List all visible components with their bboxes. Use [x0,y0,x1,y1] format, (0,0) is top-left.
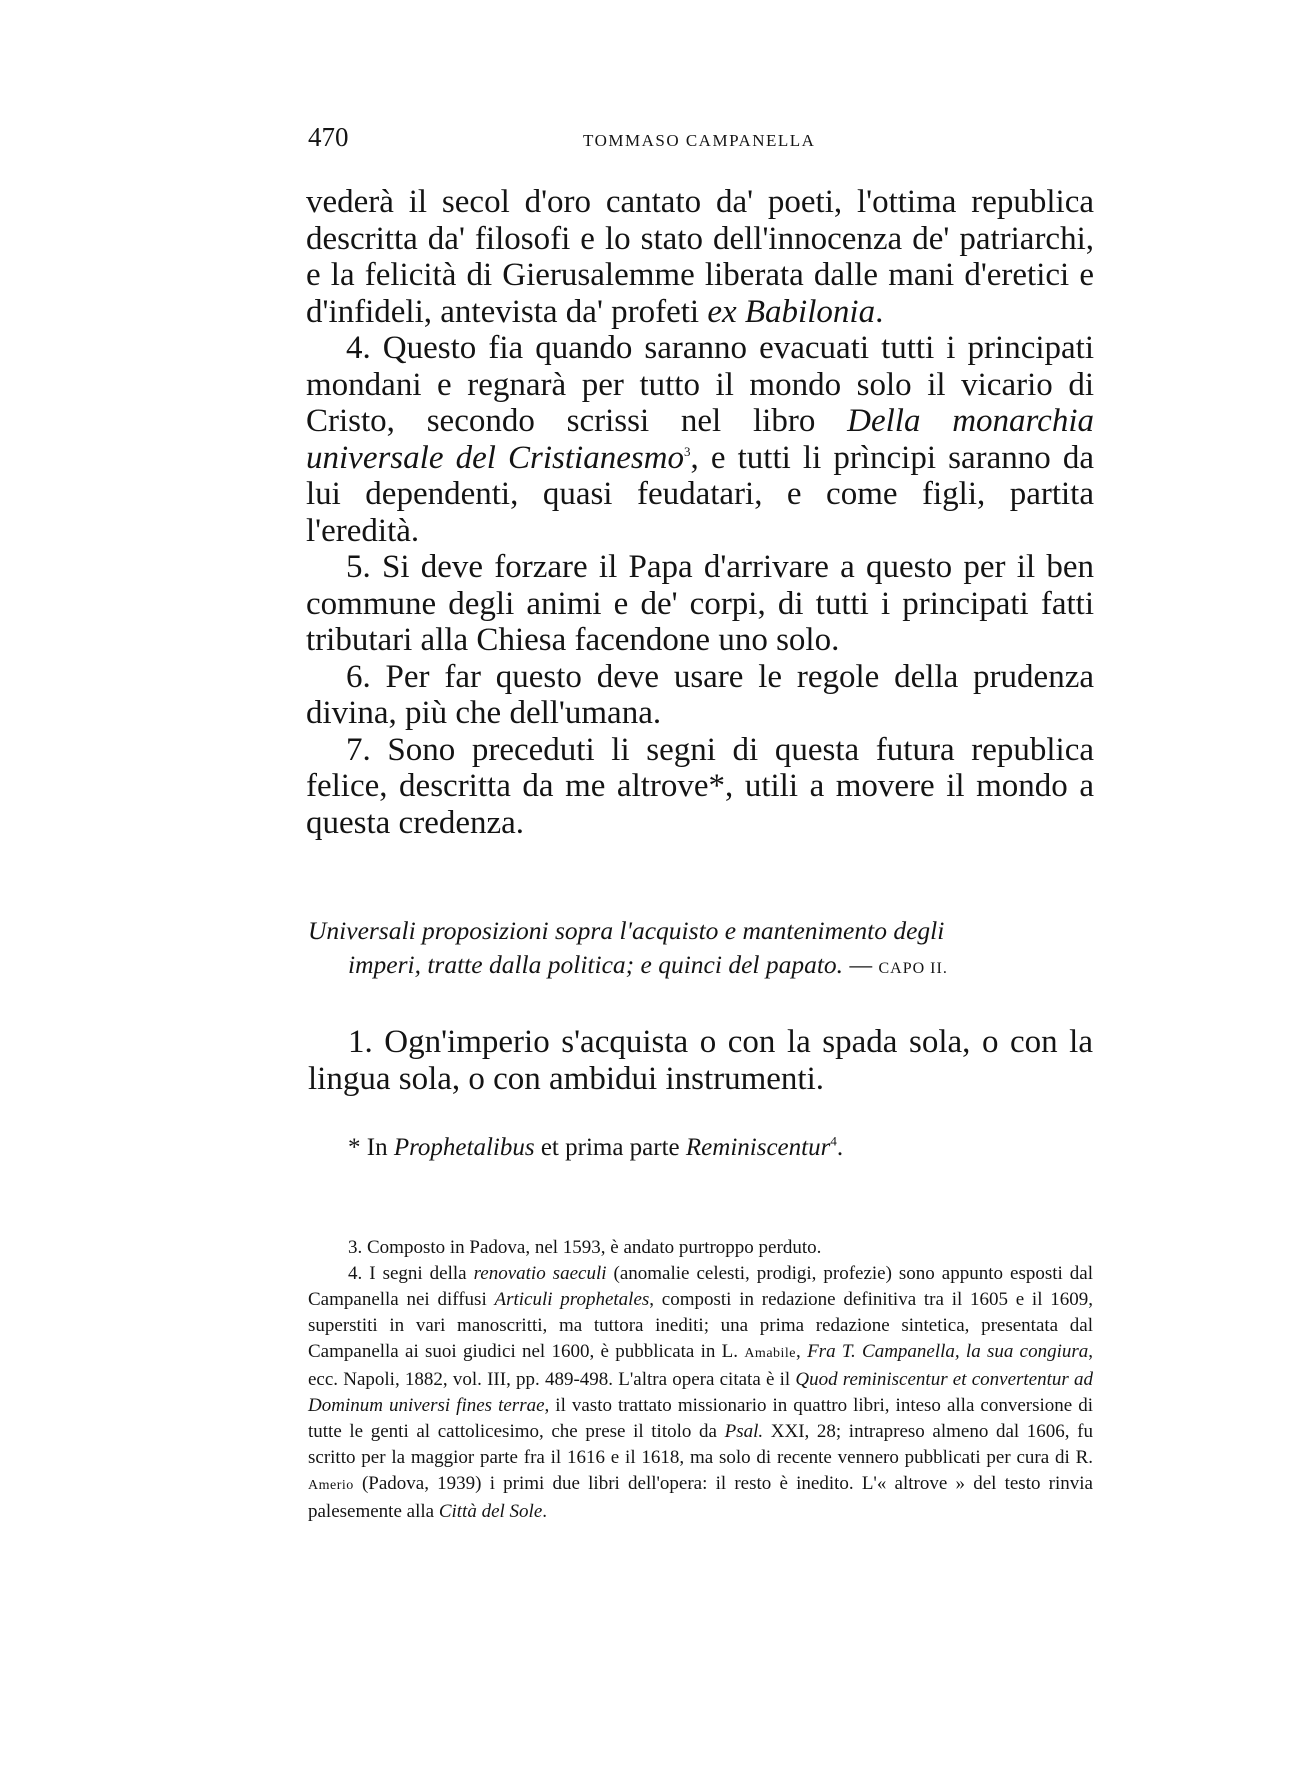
footnote-4 [308,1261,1093,1525]
text-span: , e tutti li prìncipi saranno da lui dependenti, quasi feudatari, e come figli, partita l'eredità. [306,439,1094,549]
fn-text: (anomalie celesti, prodigi, profezie) sono appunto esposti dal Campanella nei diffusi [308,1263,1093,1310]
fn-text: , il vasto trattato missionario in quattro libri, inteso alla conversione di tutte le genti al cattolicesimo, che prese il titolo da [308,1395,1093,1442]
fn-text: , composti in redazione definitiva tra il 1605 e il 1609, superstiti in vari manoscritti, ma tuttora inediti; una prima redazione sintetica, presentata dal Campanella ai suoi giudici nel 1600, è pubblicata in L. [308,1289,1093,1362]
text-span: . [875,293,884,330]
section-title-line1: Universali proposizioni sopra l'acquisto e mantenimento degli [308,916,945,945]
fn-text: , [796,1341,808,1362]
italic-phrase: ex Babilonia [707,293,876,330]
fn-smallcaps-name: Amabile [744,1346,797,1361]
fn-italic: Articuli prophetales [494,1289,650,1310]
fn-italic: Città del Sole [438,1501,543,1522]
paragraph-5: 5. Si deve forzare il Papa d'arrivare a questo per il ben commune degli animi e de' corpi, di tutti i principati fatti tributari alla Chiesa facendone uno solo. [306,549,1094,658]
chapter-label: CAPO II. [878,960,948,977]
section-heading [308,914,1093,986]
text-span: In [366,1134,394,1161]
em-dash: — [843,950,879,979]
fn-text: XXI, 28; intrapreso almeno dal 1606, fu scritto per la maggior parte fra il 1616 e il 1618, ma solo di recente vennero pubblicati per cura di R. [308,1421,1094,1468]
fn-italic: renovatio saeculi [473,1263,607,1284]
book-title: Della monarchia universale del Cristianesmo [306,403,1094,476]
footnote-ref: 3 [684,443,691,459]
section-title-line2-wrap [308,948,1093,986]
fn-text: , ecc. Napoli, 1882, vol. III, pp. 489-498. L'altra opera citata è il [308,1341,1094,1390]
italic-title: Reminiscentur [685,1134,831,1161]
section-text [308,1024,1093,1097]
fn-italic: Psal. [724,1421,764,1442]
author-note [348,1134,843,1162]
main-text [306,184,1094,841]
running-title: TOMMASO CAMPANELLA [583,131,816,150]
fn-italic: Fra T. Campanella, la sua congiura [807,1341,1089,1362]
footnote-3: 3. Composto in Padova, nel 1593, è andato purtroppo perduto. [348,1237,822,1258]
paragraph-continued [306,184,1094,330]
section-title-line2: imperi, tratte dalla politica; e quinci del papato. [348,950,844,979]
paragraph-6: 6. Per far questo deve usare le regole della prudenza divina, più che dell'umana. [306,658,1094,731]
page-number: 470 [308,122,349,152]
footnotes [308,1235,1093,1525]
paragraph-4 [306,330,1094,549]
paragraph-7: 7. Sono preceduti li segni di questa futura republica felice, descritta da me altrove*, utili a movere il mondo a questa credenza. [306,731,1094,841]
asterisk: * [348,1134,367,1161]
fn-text: 4. I segni della [348,1263,474,1284]
text-span: 4. Questo fia quando saranno evacuati tutti i principati mondani e regnarà per tutto il mondo solo il vicario di Cristo, secondo scrissi nel libro [306,330,1094,439]
text-span: vederà il secol d'oro cantato da' poeti, l'ottima republica descritta da' filosofi e lo stato dell'innocenza de' patriarchi, e la felicità di Gierusalemme liberata dalle mani d'eretici e d'infideli, antevista da' profeti [306,184,1094,330]
paragraph-1: 1. Ogn'imperio s'acquista o con la spada sola, o con la lingua sola, o con ambidui instrumenti. [308,1024,1093,1097]
footnote-ref: 4 [830,1133,837,1149]
fn-text: (Padova, 1939) i primi due libri dell'opera: il resto è inedito. L'« altrove » del testo rinvia palesemente alla [308,1473,1093,1522]
fn-text: . [542,1501,548,1522]
text-span: . [836,1134,844,1161]
fn-italic: Quod reminiscentur et convertentur ad Dominum universi fines terrae [308,1369,1093,1416]
italic-title: Prophetalibus [393,1134,535,1161]
fn-smallcaps-name: Amerio [308,1478,354,1493]
text-span: et prima parte [534,1134,686,1161]
running-head [308,122,1108,152]
